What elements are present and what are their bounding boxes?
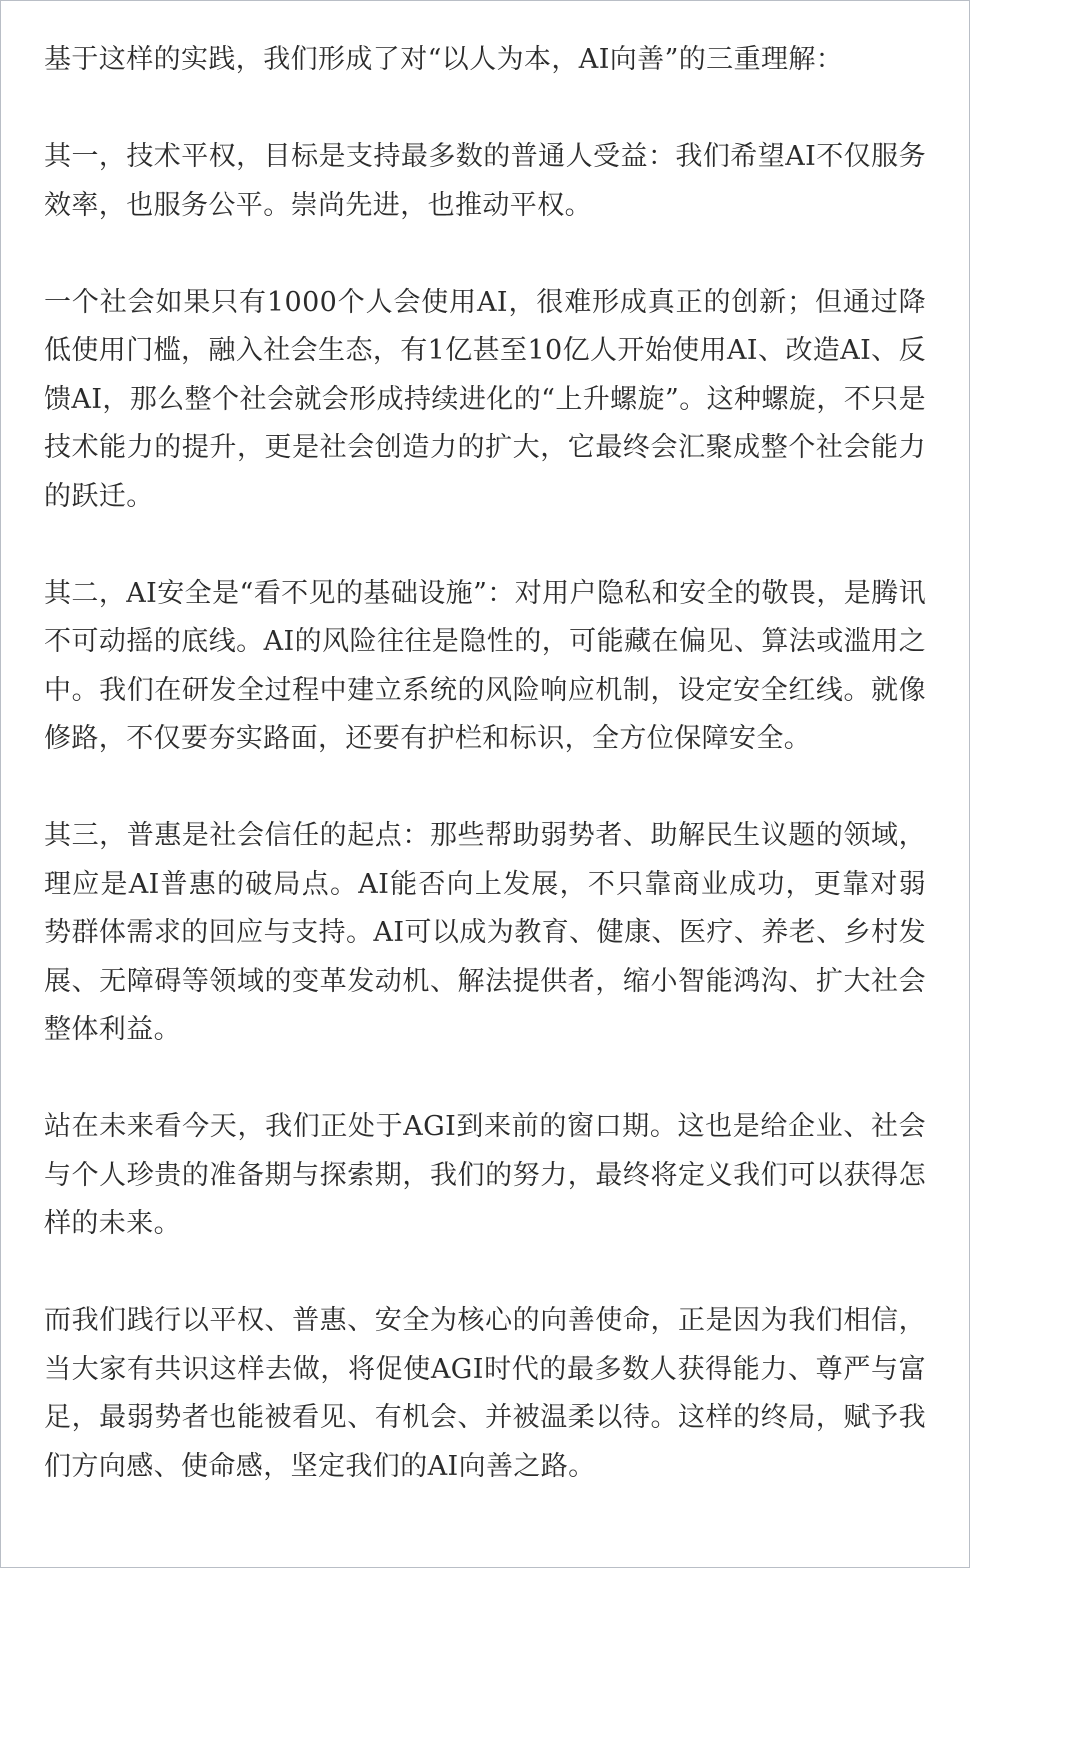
paragraph-future: 站在未来看今天，我们正处于AGI到来前的窗口期。这也是给企业、社会与个人珍贵的准备期与探索期，我们的努力，最终将定义我们可以获得怎样的未来。 bbox=[44, 1111, 926, 1239]
paragraph-point-one: 其一，技术平权，目标是支持最多数的普通人受益：我们希望AI不仅服务效率，也服务公平。崇尚先进，也推动平权。 bbox=[44, 141, 926, 221]
paragraph-conclusion: 而我们践行以平权、普惠、安全为核心的向善使命，正是因为我们相信，当大家有共识这样去做，将促使AGI时代的最多数人获得能力、尊严与富足，最弱势者也能被看见、有机会、并被温柔以待。这样的终局，赋予我们方向感、使命感，坚定我们的AI向善之路。 bbox=[44, 1305, 926, 1482]
paragraph-point-three: 其三，普惠是社会信任的起点：那些帮助弱势者、助解民生议题的领域，理应是AI普惠的破局点。AI能否向上发展，不只靠商业成功，更靠对弱势群体需求的回应与支持。AI可以成为教育、健康、医疗、养老、乡村发展、无障碍等领域的变革发动机、解法提供者，缩小智能鸿沟、扩大社会整体利益。 bbox=[44, 820, 926, 1045]
paragraph-intro: 基于这样的实践，我们形成了对“以人为本，AI向善”的三重理解： bbox=[44, 44, 844, 75]
paragraph-point-two: 其二，AI安全是“看不见的基础设施”：对用户隐私和安全的敬畏，是腾讯不可动摇的底线。AI的风险往往是隐性的，可能藏在偏见、算法或滥用之中。我们在研发全过程中建立系统的风险响应机制，设定安全红线。就像修路，不仅要夯实路面，还要有护栏和标识，全方位保障安全。 bbox=[44, 577, 926, 754]
article-body bbox=[44, 36, 926, 1491]
paragraph-point-one-detail: 一个社会如果只有1000个人会使用AI，很难形成真正的创新；但通过降低使用门槛，融入社会生态，有1亿甚至10亿人开始使用AI、改造AI、反馈AI，那么整个社会就会形成持续进化的“上升螺旋”。这种螺旋，不只是技术能力的提升，更是社会创造力的扩大，它最终会汇聚成整个社会能力的跃迁。 bbox=[44, 286, 926, 512]
